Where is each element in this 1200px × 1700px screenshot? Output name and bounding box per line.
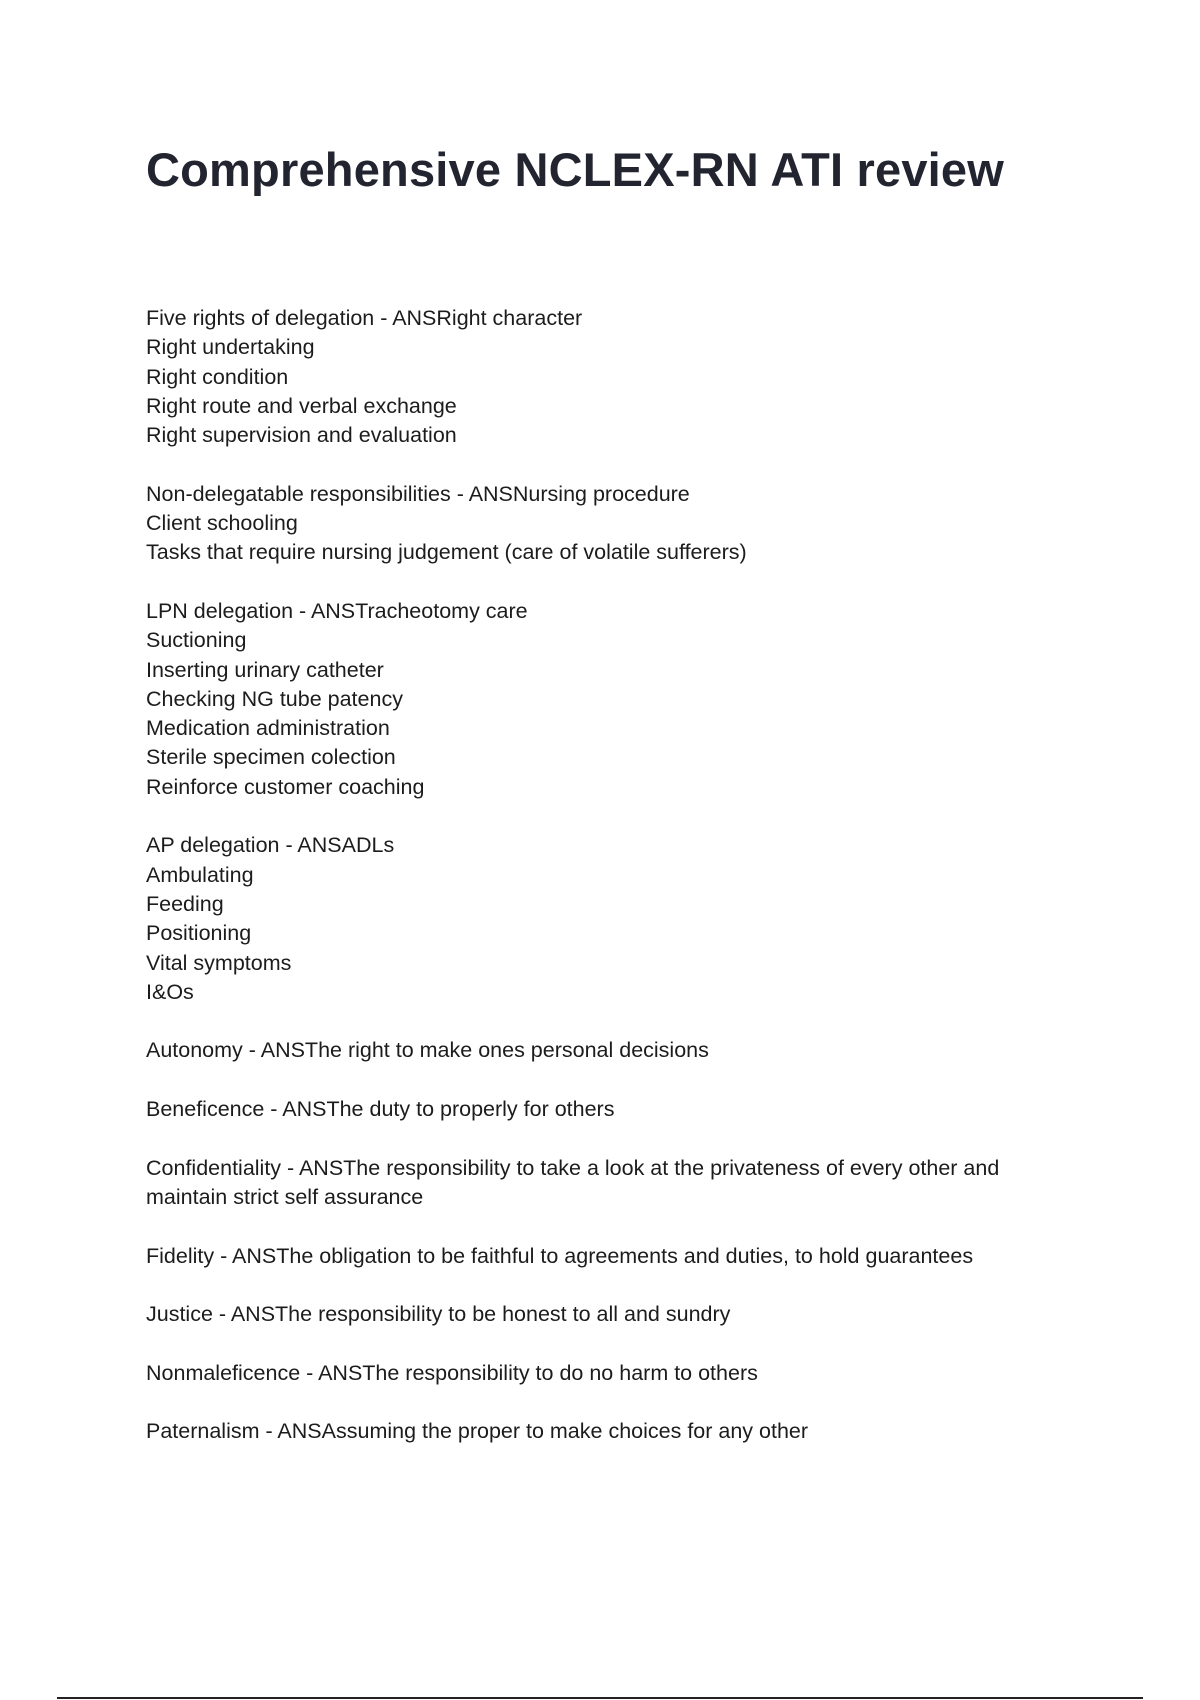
entry-line: Positioning (146, 921, 252, 946)
entry-line: Checking NG tube patency (146, 686, 403, 711)
entry-line: Nonmaleficence - ANSThe responsibility to do no harm to others (146, 1360, 758, 1385)
entry-line: AP delegation - ANSADLs (146, 833, 395, 858)
entry-line: Non-delegatable responsibilities - ANSNursing procedure (146, 481, 690, 506)
entry-non-delegatable-responsibilities (146, 480, 1066, 568)
entry-line: Right condition (146, 364, 289, 389)
entry-lpn-delegation (146, 597, 1066, 802)
page-bottom-divider (57, 1697, 1143, 1699)
entry-nonmaleficence (146, 1359, 1066, 1388)
entry-paternalism (146, 1417, 1066, 1446)
entry-fidelity (146, 1242, 1066, 1271)
entry-line: Suctioning (146, 628, 247, 653)
entry-line: Sterile specimen colection (146, 745, 396, 770)
entry-line: I&Os (146, 979, 194, 1004)
entry-line: Medication administration (146, 716, 390, 741)
entry-beneficence (146, 1095, 1066, 1124)
entry-line: Feeding (146, 891, 224, 916)
entry-line: Client schooling (146, 511, 298, 536)
entry-five-rights-of-delegation (146, 304, 1066, 450)
entry-autonomy (146, 1036, 1066, 1065)
entry-line: Ambulating (146, 862, 254, 887)
entry-line: Five rights of delegation - ANSRight character (146, 306, 583, 330)
entry-ap-delegation (146, 831, 1066, 1007)
entry-line: Fidelity - ANSThe obligation to be faithful to agreements and duties, to hold guarantees (146, 1243, 974, 1268)
entry-line: Vital symptoms (146, 950, 292, 975)
entry-line: Tasks that require nursing judgement (care of volatile sufferers) (146, 540, 747, 565)
document-body (146, 304, 1066, 1476)
entry-confidentiality (146, 1154, 1066, 1213)
entry-line: Inserting urinary catheter (146, 657, 384, 682)
entry-line: Autonomy - ANSThe right to make ones personal decisions (146, 1038, 709, 1063)
entry-line: Right route and verbal exchange (146, 393, 457, 418)
entry-line: Beneficence - ANSThe duty to properly for others (146, 1097, 615, 1122)
entry-line: Paternalism - ANSAssuming the proper to make choices for any other (146, 1419, 809, 1444)
entry-justice (146, 1300, 1066, 1329)
entry-line: Justice - ANSThe responsibility to be honest to all and sundry (146, 1302, 731, 1327)
entry-line: Confidentiality - ANSThe responsibility to take a look at the privateness of every other and maintain strict self assurance (146, 1155, 1000, 1209)
entry-line: Right undertaking (146, 335, 315, 360)
document-title: Comprehensive NCLEX-RN ATI review (146, 143, 1005, 196)
entry-line: Right supervision and evaluation (146, 423, 457, 448)
entry-line: LPN delegation - ANSTracheotomy care (146, 598, 528, 623)
entry-line: Reinforce customer coaching (146, 774, 425, 799)
